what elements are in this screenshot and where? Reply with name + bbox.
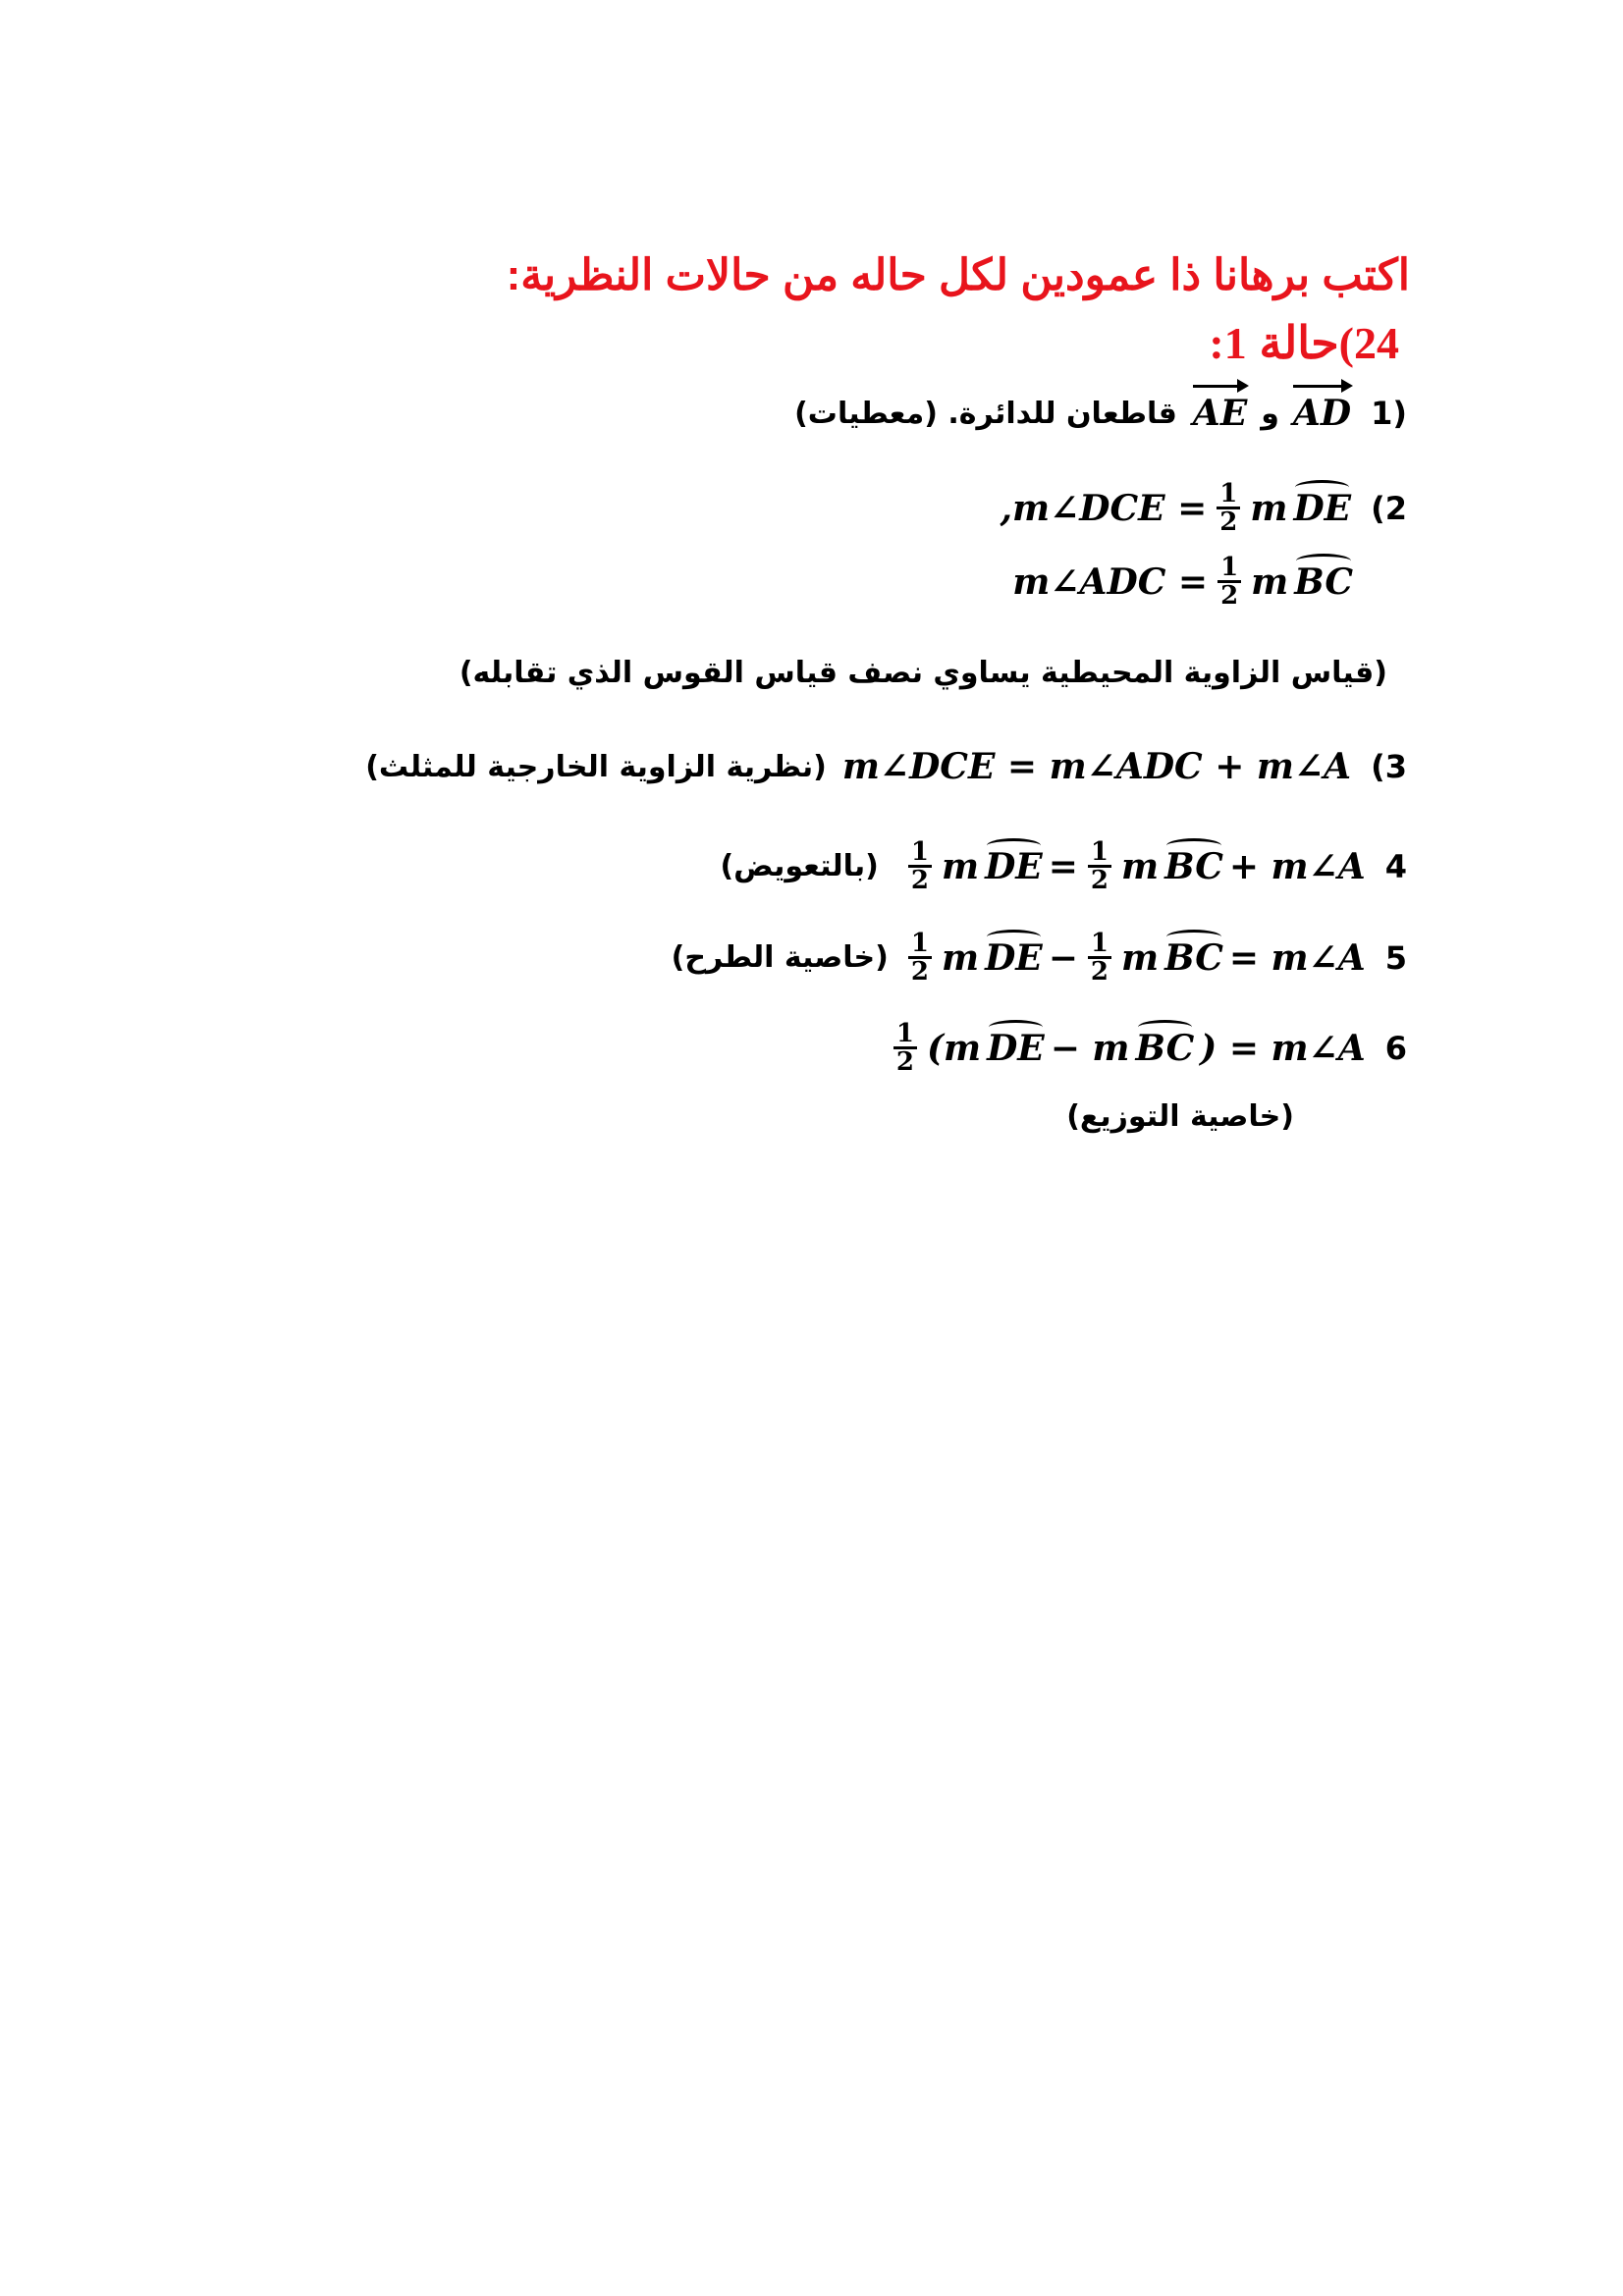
step-6-mid: − m (1050, 1027, 1130, 1069)
step-2-number: (2 (1371, 489, 1407, 527)
worksheet-title: اكتب برهانا ذا عمودين لكل حاله من حالات النظرية: (506, 251, 1410, 299)
proof-step-3 (365, 746, 1407, 787)
measure-symbol: m (1121, 845, 1160, 887)
minus-sign: − (1048, 936, 1078, 979)
step-4-number: 4 (1384, 847, 1407, 885)
step-5-reason: (خاصية الطرح) (671, 940, 889, 975)
proof-step-2-line-1 (1000, 481, 1407, 535)
step-5-tail: = m∠A (1228, 936, 1366, 979)
step-3-reason: (نظرية الزاوية الخارجية للمثلث) (365, 749, 827, 784)
equals-sign: = (1048, 845, 1078, 887)
arc-bc: BC (1164, 936, 1223, 979)
ray-ad: AD (1292, 393, 1352, 434)
case-heading (1209, 316, 1399, 369)
arc-bc: BC (1135, 1027, 1195, 1069)
case-label: حالة (1259, 317, 1339, 368)
step-6-open: (m (926, 1027, 982, 1069)
proof-step-2-line-2 (1012, 555, 1353, 609)
step-6-reason-text: (خاصية التوزيع) (1066, 1099, 1294, 1134)
step-6-reason (1066, 1099, 1294, 1134)
step-6-number: 6 (1384, 1029, 1407, 1067)
step-2-eq2-lhs: m∠ADC = (1012, 561, 1209, 603)
half-fraction: $\frac{1}{2}$ (1088, 839, 1111, 893)
arc-bc: BC (1294, 561, 1353, 603)
step-2-eq1-lhs: ,m∠DCE = (1000, 487, 1208, 529)
case-number: 1: (1209, 318, 1247, 368)
step-2-reason-text: (قياس الزاوية المحيطية يساوي نصف قياس القوس الذي تقابله) (459, 656, 1387, 690)
step-2-reason (460, 656, 1387, 690)
half-fraction: $\frac{1}{2}$ (908, 839, 932, 893)
proof-step-4 (720, 839, 1407, 893)
ray-ae: AE (1192, 393, 1248, 434)
step-3-equation: m∠DCE = m∠ADC + m∠A (841, 746, 1352, 787)
step-6-tail: ) = m∠A (1200, 1027, 1366, 1069)
step-1-number: 1) (1371, 395, 1407, 432)
arc-bc: BC (1164, 845, 1223, 887)
half-fraction: $\frac{1}{2}$ (908, 931, 932, 985)
measure-symbol: m (1250, 487, 1288, 529)
arc-de: DE (987, 1027, 1045, 1069)
step-4-tail: + m∠A (1228, 845, 1366, 887)
step-4-reason: (بالتعويض) (720, 849, 879, 883)
measure-symbol: m (941, 936, 980, 979)
half-fraction: $\frac{1}{2}$ (1088, 931, 1111, 985)
arc-de: DE (985, 845, 1043, 887)
measure-symbol: m (1251, 561, 1289, 603)
proof-step-5 (672, 931, 1407, 985)
half-fraction: $\frac{1}{2}$ (1217, 555, 1241, 609)
step-1-text: قاطعان للدائرة. (معطيات) (794, 396, 1177, 431)
step-5-number: 5 (1384, 938, 1407, 977)
measure-symbol: m (1121, 936, 1160, 979)
step-3-number: (3 (1371, 748, 1407, 785)
arc-de: DE (1293, 487, 1352, 529)
proof-step-1 (794, 393, 1407, 434)
proof-step-6 (890, 1021, 1407, 1075)
arc-de: DE (985, 936, 1043, 979)
conjunction-and: و (1261, 396, 1279, 431)
half-fraction: $\frac{1}{2}$ (1217, 481, 1240, 535)
problem-number: 24) (1338, 318, 1399, 368)
half-fraction: $\frac{1}{2}$ (893, 1021, 917, 1075)
measure-symbol: m (941, 845, 980, 887)
